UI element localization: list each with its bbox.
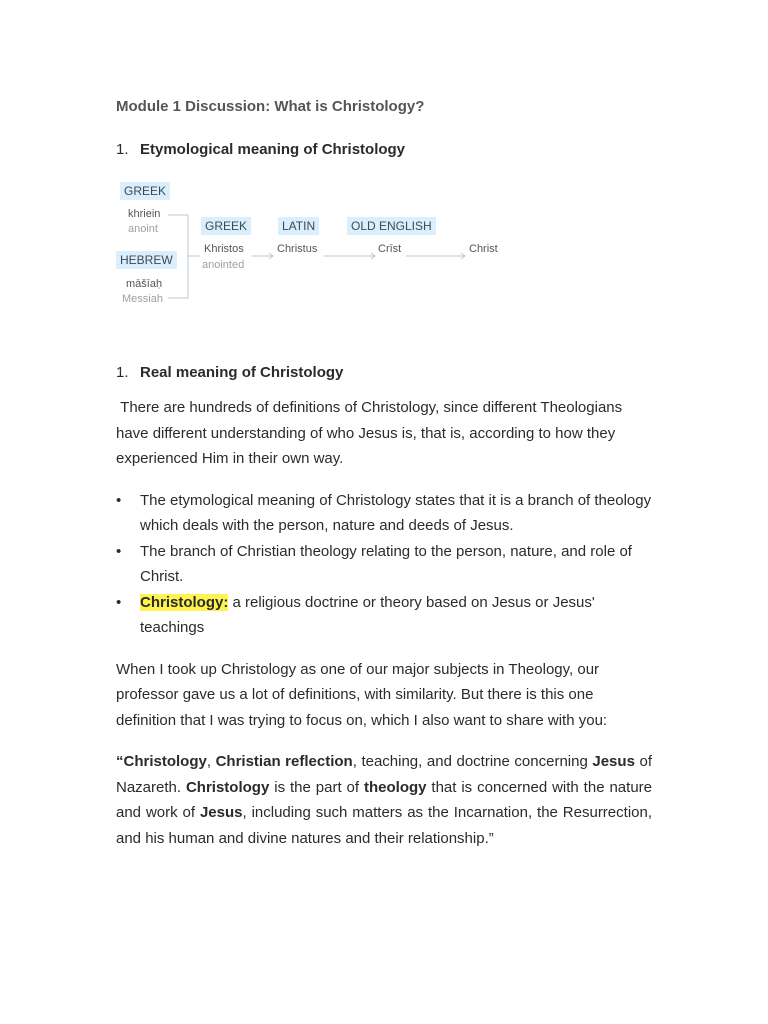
quote-text: , teaching, and doctrine concerning [352, 753, 593, 770]
etymology-diagram [116, 180, 516, 310]
intro-paragraph: There are hundreds of definitions of Christology, since different Theologians have different understanding of who Jesus is, that is, according to how they experienced Him in their own way. [116, 399, 627, 467]
list-item [116, 488, 652, 539]
latin-tag: LATIN [278, 217, 319, 235]
quote-text: of Nazareth. [116, 753, 653, 796]
section-label: Real meaning of Christology [140, 364, 344, 381]
old-english-word: Crīst [378, 243, 402, 255]
body-paragraph: When I took up Christology as one of our major subjects in Theology, our professor gave us a lot of definitions, with similarity. But there is this one definition that I was trying to focus on, which I also want to share with you: [116, 660, 608, 729]
quote-text: , including such matters as the Incarnation, the Resurrection, and his human and divine natures and their relationship.” [116, 804, 652, 847]
bullet-icon: • [116, 542, 122, 560]
document-page [116, 98, 652, 851]
section-label: Etymological meaning of Christology [140, 141, 406, 158]
list-number: 1. [116, 141, 129, 158]
list-number: 1. [116, 364, 129, 381]
list-item [116, 590, 652, 641]
section-heading-real-meaning [116, 364, 652, 381]
bullet-text: The etymological meaning of Christology states that it is a branch of theology which deals with the person, nature and deeds of Jesus. [140, 491, 652, 534]
definition-list [116, 488, 652, 641]
greek2-gloss: anointed [202, 259, 245, 271]
greek-word: khriein [128, 208, 161, 220]
quote-text: that is concerned with the nature and work of [116, 778, 652, 821]
hebrew-tag: HEBREW [116, 251, 177, 269]
section-heading-etymology [116, 141, 652, 158]
hebrew-gloss: Messiah [122, 293, 163, 305]
quote-term: Jesus [199, 804, 243, 821]
quoted-definition [116, 749, 652, 851]
bullet-text: The branch of Christian theology relating to the person, nature, and role of Christ. [140, 542, 632, 585]
bullet-text: a religious doctrine or theory based on Jesus or Jesus' teachings [140, 593, 595, 636]
final-word: Christ [469, 243, 498, 255]
quote-term: theology [363, 778, 427, 796]
quote-term: Jesus [592, 753, 635, 770]
old-english-tag: OLD ENGLISH [347, 217, 436, 235]
greek2-tag: GREEK [201, 217, 251, 235]
list-item [116, 539, 652, 590]
page-title: Module 1 Discussion: What is Christology? [116, 98, 425, 115]
greek-tag: GREEK [120, 182, 170, 200]
latin-word: Christus [277, 243, 318, 255]
quote-text: , [206, 753, 216, 770]
hebrew-word: māšīaḥ [126, 278, 163, 290]
quote-text: is the part of [269, 778, 364, 796]
bullet-icon: • [116, 491, 122, 509]
quote-term: Christian reflection [215, 753, 353, 770]
greek-gloss: anoint [128, 223, 158, 235]
bullet-icon: • [116, 593, 122, 611]
greek2-word: Khristos [204, 243, 244, 255]
quote-term: “Christology [116, 753, 207, 770]
highlighted-term: Christology: [140, 593, 229, 611]
quote-term: Christology [185, 778, 270, 796]
